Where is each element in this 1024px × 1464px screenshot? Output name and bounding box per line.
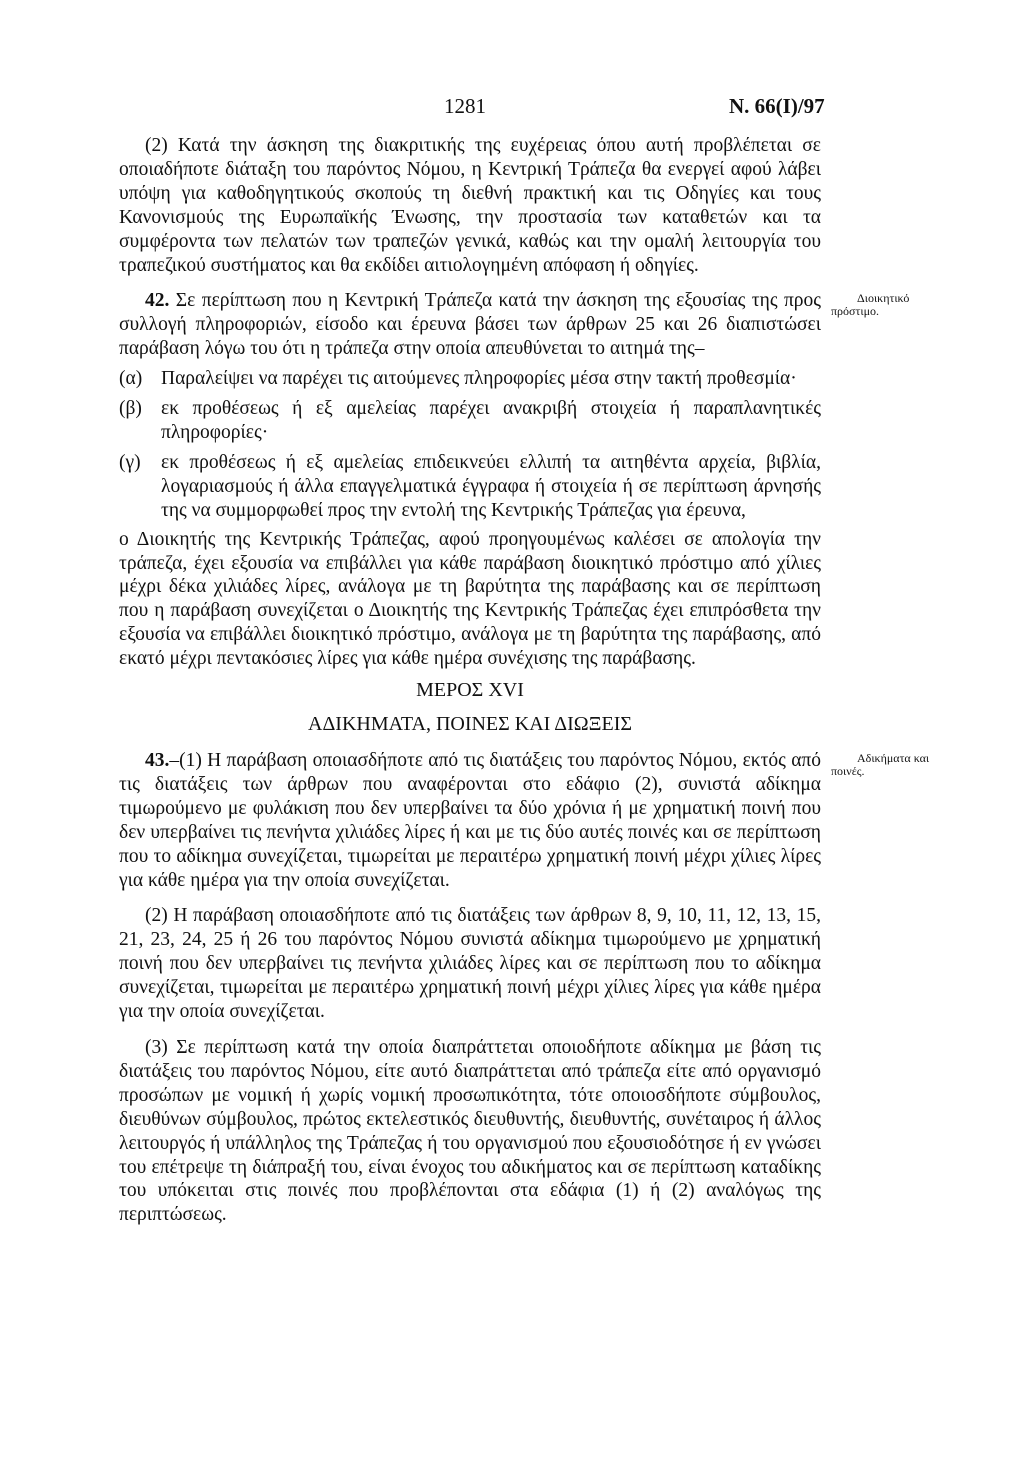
page-header — [0, 94, 1024, 124]
article-42-item-b — [119, 397, 821, 445]
article-43-para-3: (3) Σε περίπτωση κατά την οποία διαπράττεται οποιοδήποτε αδίκημα με βάση τις διατάξεις του παρόντος Νόμου, είτε αυτό διαπράττεται από τράπεζα είτε από οργανισμό προσώπων με νομική ή χωρίς νομική προσωπικότητα, τότε οποιοσδήποτε σύμβουλος, διευθύνων σύμβουλος, πρώτος εκτελεστικός διευθυντής, διευθυντής, συνέταιρος ή άλλος λειτουργός ή υπάλληλος της Τράπεζας ή του οργανισμού που εξουσιοδότησε ή εν γνώσει του επέτρεψε τη διάπραξή του, είναι ένοχος του αδικήματος και σε περίπτωση καταδίκης του υπόκειται στις ποινές που προβλέπονται στα εδάφια (1) ή (2) αναλόγως της περιπτώσεως. — [119, 1037, 821, 1226]
part-subtitle: ΑΔΙΚΗΜΑΤΑ, ΠΟΙΝΕΣ ΚΑΙ ΔΙΩΞΕΙΣ — [308, 713, 632, 736]
article-43-para-1-text: –(1) Η παράβαση οποιασδήποτε από τις διατάξεις του παρόντος Νόμου, εκτός από τις διατάξεις των άρθρων που αναφέρονται στο εδάφιο (2), συνιστά αδίκημα τιμωρούμενο με φυλάκιση που δεν υπερβαίνει τα δύο χρόνια ή με χρηματική ποινή που δεν υπερβαίνει τις πενήντα χιλιάδες λίρες ή και με τις δύο αυτές ποινές και σε περίπτωση που το αδίκημα συνεχίζεται, τιμωρείται με περαιτέρω χρηματική ποινή μέχρι χίλιες λίρες για κάθε ημέρα για την οποία συνεχίζεται. — [119, 750, 821, 891]
part-title: ΜΕΡΟΣ XVI — [416, 679, 524, 702]
article-42-intro-text: Σε περίπτωση που η Κεντρική Τράπεζα κατά την άσκηση της εξουσίας της προς συλλογή πληροφοριών, είσοδο και έρευνα βάσει των άρθρων 25 και 26 διαπιστώσει παράβαση λόγω του ότι η τράπεζα στην οποία απευθύνεται το αιτημά της– — [119, 290, 822, 360]
item-label: (β) — [119, 398, 142, 420]
item-text: εκ προθέσεως ή εξ αμελείας παρέχει ανακριβή στοιχεία ή παραπλανητικές πληροφορίες· — [161, 398, 821, 443]
item-label: (γ) — [119, 451, 141, 473]
article-42-number: 42. — [145, 290, 170, 312]
document-body — [119, 134, 930, 1227]
page-number: 1281 — [444, 94, 486, 118]
item-label: (α) — [119, 368, 143, 390]
article-43-marginal-note: Αδικήματα και ποινές. — [831, 751, 930, 779]
article-43 — [119, 749, 930, 892]
article-42 — [119, 289, 910, 361]
paragraph-2: (2) Κατά την άσκηση της διακριτικής της ευχέρειας όπου αυτή προβλέπεται σε οποιαδήποτε διάταξη του παρόντος Νόμου, η Κεντρική Τράπεζα θα ενεργεί αφού λάβει υπόψη για καθοδηγητικούς σκοπούς τη διεθνή πρακτική και τις Οδηγίες και τους Κανονισμούς της Ευρωπαϊκής Ένωσης, την προστασία των καταθετών και τα συμφέροντα των πελατών των τραπεζών γενικά, καθώς και την ομαλή λειτουργία του τραπεζικού συστήματος και θα εκδίδει αιτιολογημένη απόφαση ή οδηγίες. — [119, 135, 821, 276]
law-number: Ν. 66(Ι)/97 — [729, 94, 825, 118]
item-text: εκ προθέσεως ή εξ αμελείας επιδεικνεύει ελλιπή τα αιτηθέντα αρχεία, βιβλία, λογαριασμούς ή άλλα επαγγελματικά έγγραφα ή στοιχεία ή σε περίπτωση άρνησής της να συμμορφωθεί προς την εντολή της Κεντρικής Τράπεζας για έρευνα, — [161, 451, 821, 521]
article-42-item-a — [119, 367, 821, 391]
article-42-marginal-note: Διοικητικό πρόστιμο. — [831, 291, 910, 319]
article-42-item-c — [119, 451, 821, 523]
article-42-intro — [119, 289, 821, 361]
article-42-conclusion: ο Διοικητής της Κεντρικής Τράπεζας, αφού προηγουμένως καλέσει σε απολογία την τράπεζα, έχει εξουσία να επιβάλλει για κάθε παράβαση διοικητικό πρόστιμο από χίλιες μέχρι δέκα χιλιάδες λίρες, ανάλογα με τη βαρύτητα της παράβασης και σε περίπτωση που η παράβαση συνεχίζεται ο Διοικητής της Κεντρικής Τράπεζας έχει επιπρόσθετα την εξουσία να επιβάλλει διοικητικό πρόστιμο, ανάλογα με τη βαρύτητα της παράβασης, από εκατό μέχρι πεντακόσιες λίρες για κάθε ημέρα συνέχισης της παράβασης. — [119, 528, 821, 670]
article-43-para-1 — [119, 749, 821, 892]
item-text: Παραλείψει να παρέχει τις αιτούμενες πληροφορίες μέσα στην τακτή προθεσμία· — [161, 368, 797, 390]
article-43-para-2: (2) Η παράβαση οποιασδήποτε από τις διατάξεις των άρθρων 8, 9, 10, 11, 12, 13, 15, 21, 23, 24, 25 ή 26 του παρόντος Νόμου συνιστά αδίκημα τιμωρούμενο με χρηματική ποινή που δεν υπερβαίνει τις πενήντα χιλιάδες λίρες και σε περίπτωση που το αδίκημα συνεχίζεται, τιμωρείται με περαιτέρω χρηματική ποινή μέχρι χίλιες λίρες για κάθε ημέρα για την οποία συνεχίζεται. — [119, 905, 821, 1023]
article-43-number: 43. — [145, 750, 170, 772]
